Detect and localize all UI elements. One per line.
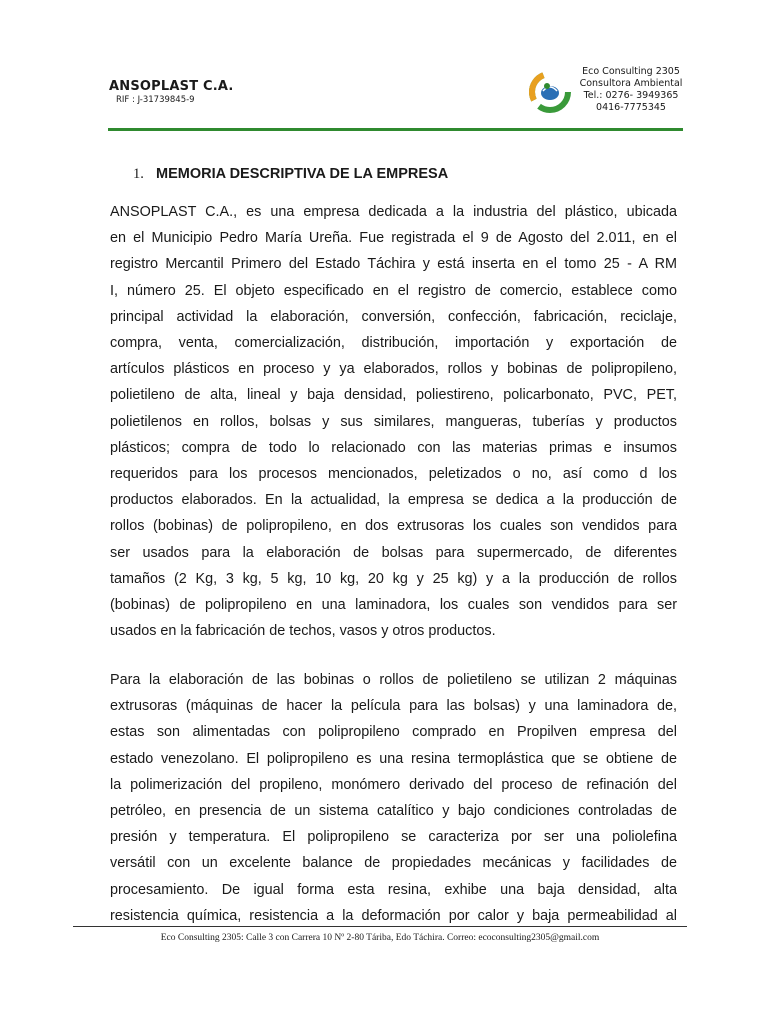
header-divider: [108, 128, 683, 131]
consultant-name: Eco Consulting 2305: [582, 66, 680, 77]
text-line: petróleo, en presencia de un sistema catalítico y bajo condiciones controladas de: [110, 803, 677, 820]
consultant-phone: Tel.: 0276- 3949365: [583, 90, 679, 101]
section-heading: [133, 166, 448, 183]
text-line: productos elaborados. En la actualidad, la empresa se dedica a la producción de: [110, 492, 677, 509]
section-number: 1.: [133, 166, 144, 182]
text-line: usados en la fabricación de techos, vasos y otros productos.: [110, 623, 496, 640]
text-line: tamaños (2 Kg, 3 kg, 5 kg, 10 kg, 20 kg y 25 kg) y a la producción de rollos: [110, 570, 677, 587]
consultant-role: Consultora Ambiental: [579, 78, 683, 89]
company-rif: RIF : J-31739845-9: [116, 95, 195, 105]
paragraph-2: [110, 667, 677, 927]
company-name: ANSOPLAST C.A.: [109, 79, 234, 94]
paragraph-1: [110, 199, 677, 644]
section-title: MEMORIA DESCRIPTIVA DE LA EMPRESA: [156, 166, 449, 182]
text-line: resistencia química, resistencia a la deformación por calor y baja permeabilidad al: [110, 907, 677, 924]
text-line: registro Mercantil Primero del Estado Táchira y está inserta en el tomo 25 - A RM: [110, 256, 677, 273]
text-line: requeridos para los procesos mencionados, peletizados o no, así como d los: [110, 466, 677, 483]
text-line: compra, venta, comercialización, distribución, importación y exportación de: [110, 335, 677, 352]
text-line: versátil con un excelente balance de propiedades mecánicas y facilidades de: [110, 855, 677, 872]
footer-address: Eco Consulting 2305: Calle 3 con Carrera 10 Nº 2-80 Táriba, Edo Táchira. Correo: ecoconsulting2305@gmail.com: [160, 933, 600, 943]
text-line: polietileno de alta, lineal y baja densidad, poliestireno, policarbonato, PVC, PET,: [110, 387, 677, 404]
text-line: I, número 25. El objeto especificado en el registro de comercio, establece como: [110, 282, 677, 299]
text-line: estas son alimentadas con polipropileno comprado en Propilven empresa del: [110, 724, 677, 741]
consultant-mobile: 0416-7775345: [596, 102, 666, 113]
text-line: (bobinas) de polipropileno en una laminadora, los cuales son vendidos para ser: [110, 597, 677, 614]
text-line: presión y temperatura. El polipropileno se caracteriza por ser una poliolefina: [110, 829, 677, 846]
text-line: rollos (bobinas) de polipropileno, en dos extrusoras los cuales son vendidos para: [110, 518, 677, 535]
text-line: estado venezolano. El polipropileno es una resina termoplástica que se obtiene de: [110, 750, 677, 767]
eco-consulting-logo-icon: [527, 69, 573, 115]
text-line: en el Municipio Pedro María Ureña. Fue registrada el 9 de Agosto del 2.011, en el: [110, 230, 677, 247]
footer-divider: [73, 926, 687, 927]
text-line: procesamiento. De igual forma esta resina, exhibe una baja densidad, alta: [110, 881, 677, 898]
text-line: polietilenos en rollos, bolsas y sus similares, mangueras, tuberías y productos: [110, 413, 677, 430]
text-line: artículos plásticos en proceso y ya elaborados, rollos y bobinas de polipropileno,: [110, 361, 677, 378]
text-line: extrusoras (máquinas de hacer la película para las bolsas) y una laminadora de,: [110, 698, 677, 715]
text-line: ANSOPLAST C.A., es una empresa dedicada a la industria del plástico, ubicada: [110, 204, 677, 220]
text-line: Para la elaboración de las bobinas o rollos de polietileno se utilizan 2 máquinas: [110, 672, 677, 688]
text-line: plásticos; compra de todo lo relacionado con las materias primas e insumos: [110, 439, 677, 456]
consultant-info: [572, 66, 690, 114]
text-line: ser usados para la elaboración de bolsas para supermercado, de diferentes: [110, 544, 677, 561]
text-line: la polimerización del propileno, monómero derivado del proceso de refinación del: [110, 776, 677, 793]
text-line: principal actividad la elaboración, conversión, confección, fabricación, reciclaje,: [110, 308, 677, 325]
